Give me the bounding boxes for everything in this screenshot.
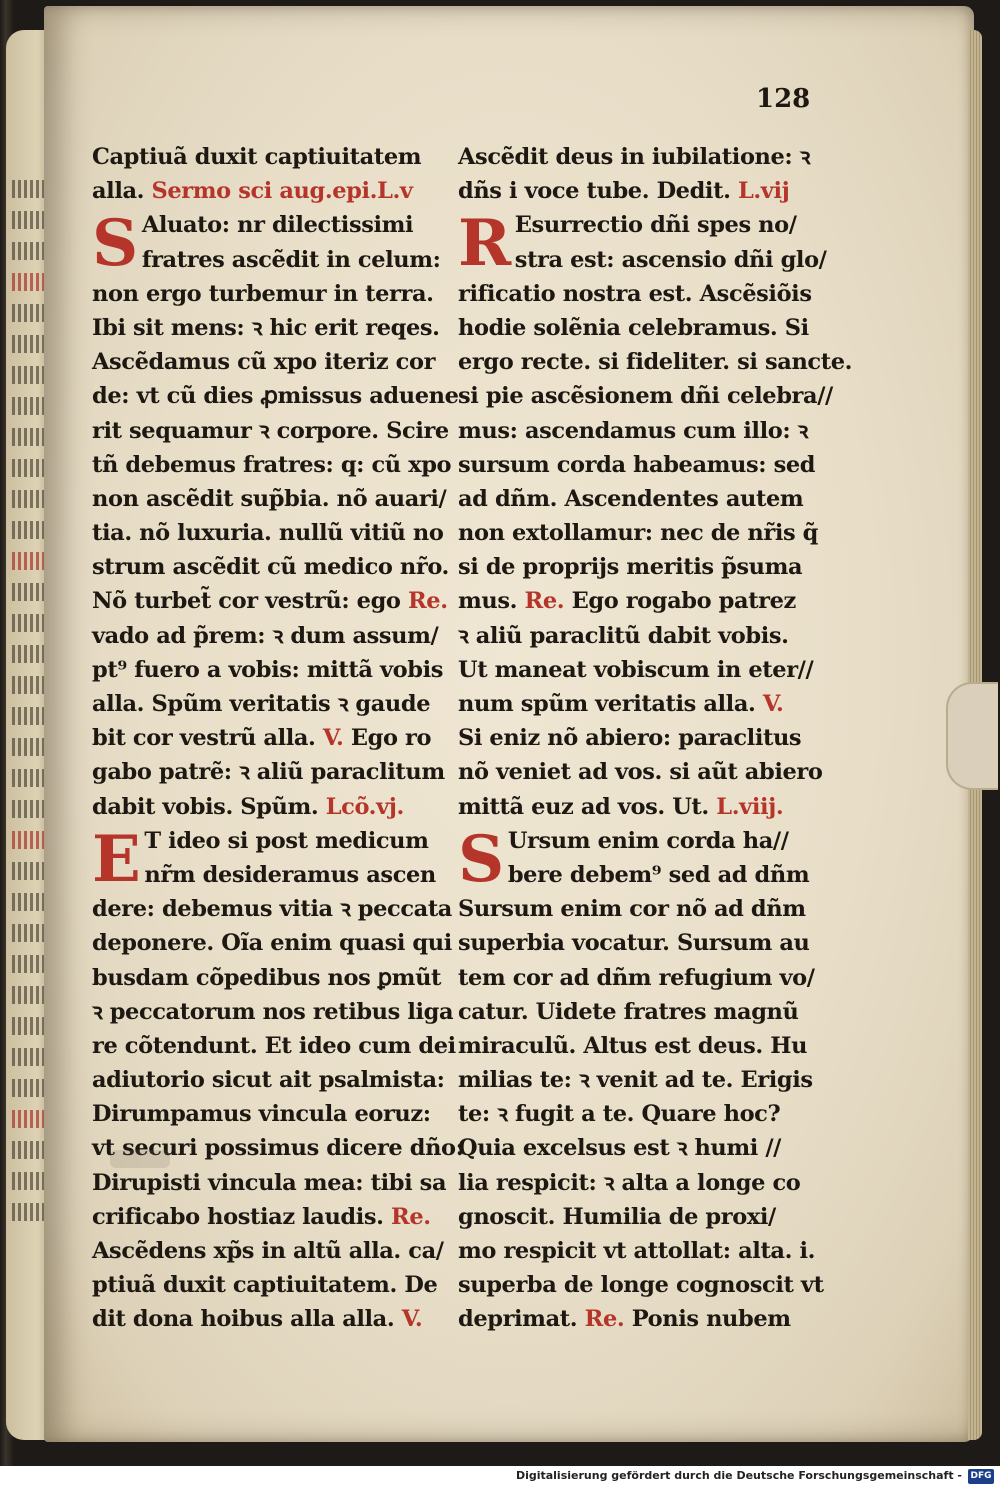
text-line (92, 1234, 444, 1268)
line-text: tñ debemus fratres: q: cũ xpo (92, 451, 452, 478)
line-text: si de proprijs meritis p̃suma (458, 554, 803, 581)
line-text: busdam cõpedibus nos ꝑmũt (92, 964, 442, 991)
text-line (92, 277, 437, 311)
line-text: Si eniz nõ abiero: paraclitus (458, 725, 802, 752)
line-text: non ascẽdit sup̃bia. nõ auari/ (92, 485, 447, 512)
line-text: Aluato: nr dilectissimi (141, 212, 414, 239)
text-line (92, 619, 437, 653)
line-text: ad dñm. Ascendentes autem (458, 485, 804, 512)
text-line (458, 345, 853, 379)
text-line (458, 414, 808, 448)
line-text: superba de longe cognoscit vt (458, 1272, 824, 1299)
line-text: ptiuã duxit captiuitatem. De (92, 1272, 438, 1299)
line-text-tail: Ego rogabo patrez (571, 588, 796, 615)
line-text: alla. (92, 178, 145, 205)
rubric-text: L.viij. (716, 793, 784, 820)
text-line (458, 653, 814, 687)
line-text: mus: ascendamus cum illo: ꝛ (458, 417, 808, 444)
line-text: dere: debemus vitia ꝛ peccata (92, 896, 452, 923)
line-text: ergo recte. si fideliter. si sancte. (458, 349, 853, 376)
text-line (92, 482, 447, 516)
text-line (92, 687, 437, 721)
line-text: deponere. Oĩa enim quasi qui (92, 930, 452, 957)
line-text: dabit vobis. Spũm. (92, 793, 319, 820)
rubric-text: L.vij (737, 178, 790, 205)
line-text: hodie solẽnia celebramus. Si (458, 314, 809, 341)
text-line (92, 1268, 437, 1302)
line-text: alla. Spũm veritatis ꝛ gaude (92, 691, 431, 717)
text-line (92, 1302, 437, 1336)
line-text: Ascẽdit deus in iubilatione: ꝛ (458, 144, 811, 170)
rubric-text: Re. (524, 588, 565, 615)
text-line (458, 1097, 803, 1131)
line-text: ꝛ aliũ paraclitũ dabit vobis. (458, 622, 789, 649)
footer-credit: Digitalisierung gefördert durch die Deutsche Forschungsgemeinschaft - (515, 1469, 962, 1482)
rubric-text: V. (322, 725, 344, 752)
line-text: ꝛ peccatorum nos retibus liga (92, 998, 454, 1025)
text-line (92, 1097, 437, 1131)
line-text: dñs i voce tube. Dedit. (458, 178, 731, 205)
line-text: nõ veniet ad vos. si aũt abiero (458, 759, 823, 786)
text-line (458, 995, 803, 1029)
bookmark-tab (946, 682, 998, 790)
rubric-text: Lcõ.vj. (325, 793, 404, 820)
line-text: Captiuã duxit captiuitatem (92, 144, 422, 170)
line-text: strum ascẽdit cũ medico nr̃o. (92, 554, 449, 581)
line-text: Dirupisti vincula mea: tibi sa (92, 1169, 447, 1196)
text-line (92, 414, 449, 448)
line-text: stra est: ascensio dñi glo/ (514, 246, 827, 273)
line-text: Ut maneat vobiscum in eter// (458, 656, 814, 683)
line-text: Esurrectio dñi spes no/ (514, 212, 797, 239)
line-text: Ascẽdamus cũ xpo iteriz cor (92, 349, 436, 376)
text-line (458, 721, 803, 755)
rubric-text: Re. (391, 1203, 431, 1230)
text-line (458, 550, 803, 584)
line-text: lia respicit: ꝛ alta a longe co (458, 1169, 801, 1196)
line-text: num spũm veritatis alla. (458, 691, 756, 717)
text-line (92, 345, 437, 379)
text-line (458, 1302, 803, 1336)
text-line (458, 926, 810, 960)
rubric-text: Re. (407, 588, 448, 615)
line-text: mus. (458, 588, 518, 615)
line-text: Ibi sit mens: ꝛ hic erit reqes. (92, 314, 440, 341)
text-line (458, 174, 803, 208)
line-text: adiutorio sicut ait psalmista: (92, 1067, 445, 1094)
text-line (92, 858, 437, 892)
text-line (92, 653, 444, 687)
text-line (92, 1063, 445, 1097)
text-line (92, 243, 441, 277)
line-text-tail: Ponis nubem (631, 1306, 791, 1333)
line-text: Dirumpamus vincula eoruz: (92, 1101, 431, 1128)
text-line (458, 1029, 808, 1063)
line-text: deprimat. (458, 1306, 578, 1333)
text-line (458, 277, 812, 311)
text-line (458, 1268, 824, 1302)
text-line (92, 995, 454, 1029)
rubricated-initial: S (92, 206, 138, 282)
line-text: mo respicit vt attollat: alta. i. (458, 1238, 816, 1264)
rubric-text: Re. (584, 1306, 625, 1333)
line-text: de: vt cũ dies ꝓmissus aduene (92, 383, 459, 410)
text-line (92, 926, 452, 960)
text-line (458, 311, 809, 345)
text-line (92, 1029, 456, 1063)
text-line (92, 140, 437, 174)
text-line (92, 755, 445, 789)
text-line (92, 1166, 447, 1200)
line-text: tia. nõ luxuria. nullũ vitiũ no (92, 520, 444, 547)
rubric-text: V. (401, 1306, 423, 1333)
line-text: te: ꝛ fugit a te. Quare hoc? (458, 1101, 781, 1128)
line-text: Sursum enim cor nõ ad dñm (458, 896, 806, 923)
text-line (92, 892, 452, 926)
text-line (92, 516, 444, 550)
line-text: Quia excelsus est ꝛ humi // (458, 1135, 781, 1162)
line-text: nr̃m desideramus ascen (144, 861, 436, 888)
line-text: Ascẽdens xp̃s in altũ alla. ca/ (92, 1238, 444, 1264)
line-text: non ergo turbemur in terra. (92, 280, 434, 307)
text-line (92, 174, 437, 208)
line-text: superbia vocatur. Sursum au (458, 930, 810, 957)
text-line (92, 448, 452, 482)
line-text: Ursum enim corda ha// (507, 827, 789, 854)
line-text: gabo patrẽ: ꝛ aliũ paraclitum (92, 759, 445, 786)
text-line (458, 1131, 803, 1165)
text-line (92, 721, 437, 755)
text-line (92, 961, 442, 995)
line-text: dit dona hoibus alla alla. (92, 1306, 395, 1333)
text-line (458, 687, 803, 721)
line-text: mittã euz ad vos. Ut. (458, 793, 709, 820)
line-text: vt securi possimus dicere dño: (92, 1135, 464, 1162)
line-text: non extollamur: nec de nr̃is q̃ (458, 520, 819, 547)
line-text: si pie ascẽsionem dñi celebra// (458, 383, 833, 410)
line-text: rit sequamur ꝛ corpore. Scire (92, 417, 449, 444)
text-line (458, 584, 803, 618)
text-line (92, 311, 440, 345)
rubric-text: V. (762, 691, 784, 717)
text-line (458, 1200, 803, 1234)
text-line (458, 892, 806, 926)
text-line (458, 482, 803, 516)
text-line (458, 1063, 813, 1097)
line-text: gnoscit. Humilia de proxi/ (458, 1203, 776, 1230)
text-line (458, 790, 803, 824)
line-text: Nõ turbet̃ cor vestrũ: ego (92, 588, 401, 615)
line-text: fratres ascẽdit in celum: (141, 246, 441, 273)
text-line (92, 790, 437, 824)
line-text: miraculũ. Altus est deus. Hu (458, 1032, 808, 1059)
line-text: rificatio nostra est. Ascẽsiõis (458, 280, 812, 307)
text-line (458, 755, 823, 789)
line-text: vado ad p̃rem: ꝛ dum assum/ (92, 622, 439, 649)
line-text: T ideo si post medicum (144, 827, 429, 854)
line-text: bit cor vestrũ alla. (92, 725, 316, 752)
text-line (458, 1166, 803, 1200)
text-line (458, 619, 803, 653)
line-text: tem cor ad dñm refugium vo/ (458, 964, 815, 991)
line-text-tail: Ego ro (350, 725, 432, 752)
line-text: catur. Uidete fratres magnũ (458, 998, 799, 1025)
rubricated-initial: R (458, 206, 511, 282)
ink-smudge (110, 1150, 170, 1168)
text-column-right (458, 140, 853, 1337)
text-line (458, 140, 811, 174)
text-line (458, 379, 833, 413)
dfg-logo: DFG (968, 1469, 994, 1484)
text-line (458, 858, 810, 892)
text-line (92, 584, 448, 618)
rubricated-initial: E (92, 821, 141, 897)
text-line (458, 961, 815, 995)
text-line (92, 379, 459, 413)
text-line (458, 448, 816, 482)
text-line (458, 516, 819, 550)
text-line (92, 550, 449, 584)
line-text: crificabo hostiaz laudis. (92, 1203, 384, 1230)
text-line (92, 1200, 437, 1234)
footer-bar (0, 1466, 1000, 1488)
rubricated-initial: S (458, 821, 504, 897)
folio-number: 128 (756, 84, 811, 114)
rubric-text: Sermo sci aug.epi.L.v (151, 178, 413, 205)
line-text: sursum corda habeamus: sed (458, 451, 816, 478)
line-text: bere debem⁹ sed ad dñm (507, 861, 810, 888)
line-text: milias te: ꝛ venit ad te. Erigis (458, 1067, 813, 1094)
line-text: re cõtendunt. Et ideo cum dei (92, 1032, 456, 1059)
line-text: pt⁹ fuero a vobis: mittã vobis (92, 656, 444, 683)
text-line (458, 1234, 816, 1268)
